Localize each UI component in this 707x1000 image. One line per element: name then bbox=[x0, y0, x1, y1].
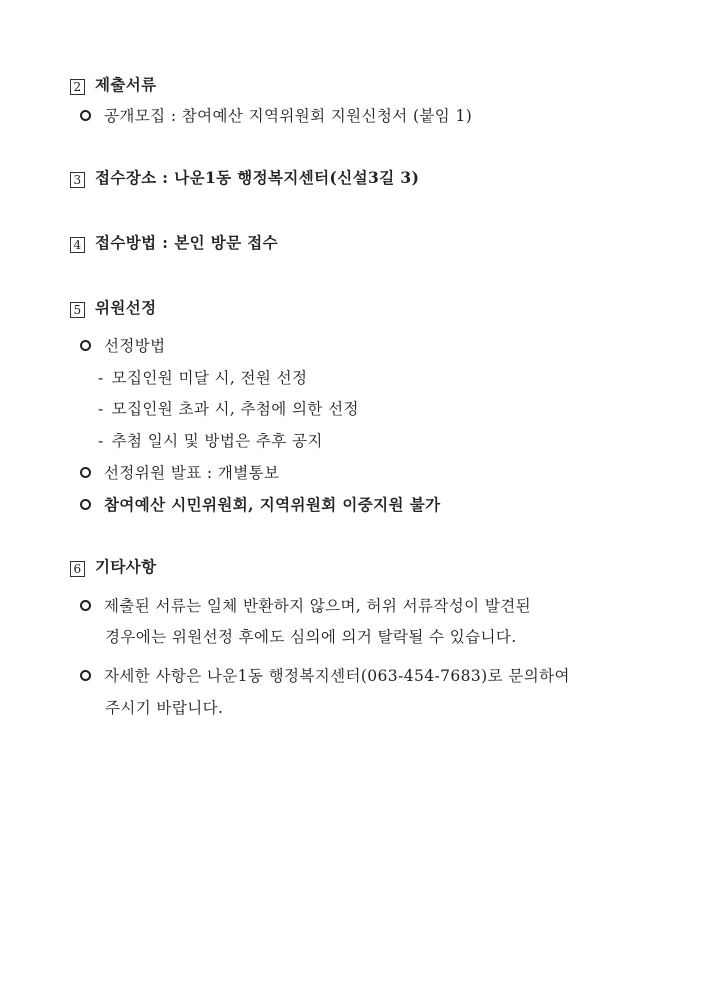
section-6-bullet-2 bbox=[80, 666, 570, 686]
section-number-box: 5 bbox=[70, 302, 85, 318]
section-title: 접수장소 : 나운1동 행정복지센터(신설3길 3) bbox=[95, 168, 420, 187]
section-5-dash-3 bbox=[98, 431, 323, 451]
section-title: 위원선정 bbox=[95, 298, 157, 317]
dash-text: 모집인원 미달 시, 전원 선정 bbox=[111, 369, 308, 387]
section-6-bullet-1 bbox=[80, 596, 531, 616]
dash-marker: - bbox=[98, 432, 104, 450]
section-5-dash-2 bbox=[98, 399, 359, 419]
section-3-heading bbox=[70, 168, 419, 188]
circle-bullet-icon bbox=[80, 110, 91, 121]
section-4-heading bbox=[70, 233, 278, 253]
section-2-heading bbox=[70, 75, 157, 95]
section-2-bullet bbox=[80, 106, 472, 126]
bullet-text: 주시기 바랍니다. bbox=[105, 699, 224, 717]
circle-bullet-icon bbox=[80, 340, 91, 351]
section-title: 접수방법 : 본인 방문 접수 bbox=[95, 233, 279, 252]
dash-marker: - bbox=[98, 400, 104, 418]
circle-bullet-icon bbox=[80, 499, 91, 510]
section-5-dash-1 bbox=[98, 368, 307, 388]
section-6-bullet-2-continuation bbox=[105, 698, 223, 718]
section-6-bullet-1-continuation bbox=[105, 627, 517, 647]
section-5-bullet-3 bbox=[80, 495, 440, 515]
dash-marker: - bbox=[98, 369, 104, 387]
section-5-bullet-2 bbox=[80, 463, 279, 483]
bullet-text: 경우에는 위원선정 후에도 심의에 의거 탈락될 수 있습니다. bbox=[105, 628, 517, 646]
section-5-bullet-1 bbox=[80, 336, 166, 356]
bullet-text: 선정방법 bbox=[104, 337, 166, 355]
dash-text: 모집인원 초과 시, 추첨에 의한 선정 bbox=[111, 400, 359, 418]
section-title: 제출서류 bbox=[95, 75, 157, 94]
section-number-box: 2 bbox=[70, 79, 85, 95]
circle-bullet-icon bbox=[80, 600, 91, 611]
bullet-text: 공개모집 : 참여예산 지역위원회 지원신청서 (붙임 1) bbox=[104, 107, 473, 125]
bullet-text: 선정위원 발표 : 개별통보 bbox=[104, 464, 280, 482]
bullet-text: 제출된 서류는 일체 반환하지 않으며, 허위 서류작성이 발견된 bbox=[104, 597, 531, 615]
section-title: 기타사항 bbox=[95, 557, 157, 576]
section-number-box: 6 bbox=[70, 561, 85, 577]
section-number-box: 3 bbox=[70, 172, 85, 188]
dash-text: 추첨 일시 및 방법은 추후 공지 bbox=[111, 432, 323, 450]
section-number-box: 4 bbox=[70, 237, 85, 253]
section-6-heading bbox=[70, 557, 157, 577]
bullet-text: 자세한 사항은 나운1동 행정복지센터(063-454-7683)로 문의하여 bbox=[104, 667, 570, 685]
circle-bullet-icon bbox=[80, 670, 91, 681]
section-5-heading bbox=[70, 298, 157, 318]
bullet-text: 참여예산 시민위원회, 지역위원회 이중지원 불가 bbox=[104, 495, 441, 514]
circle-bullet-icon bbox=[80, 467, 91, 478]
